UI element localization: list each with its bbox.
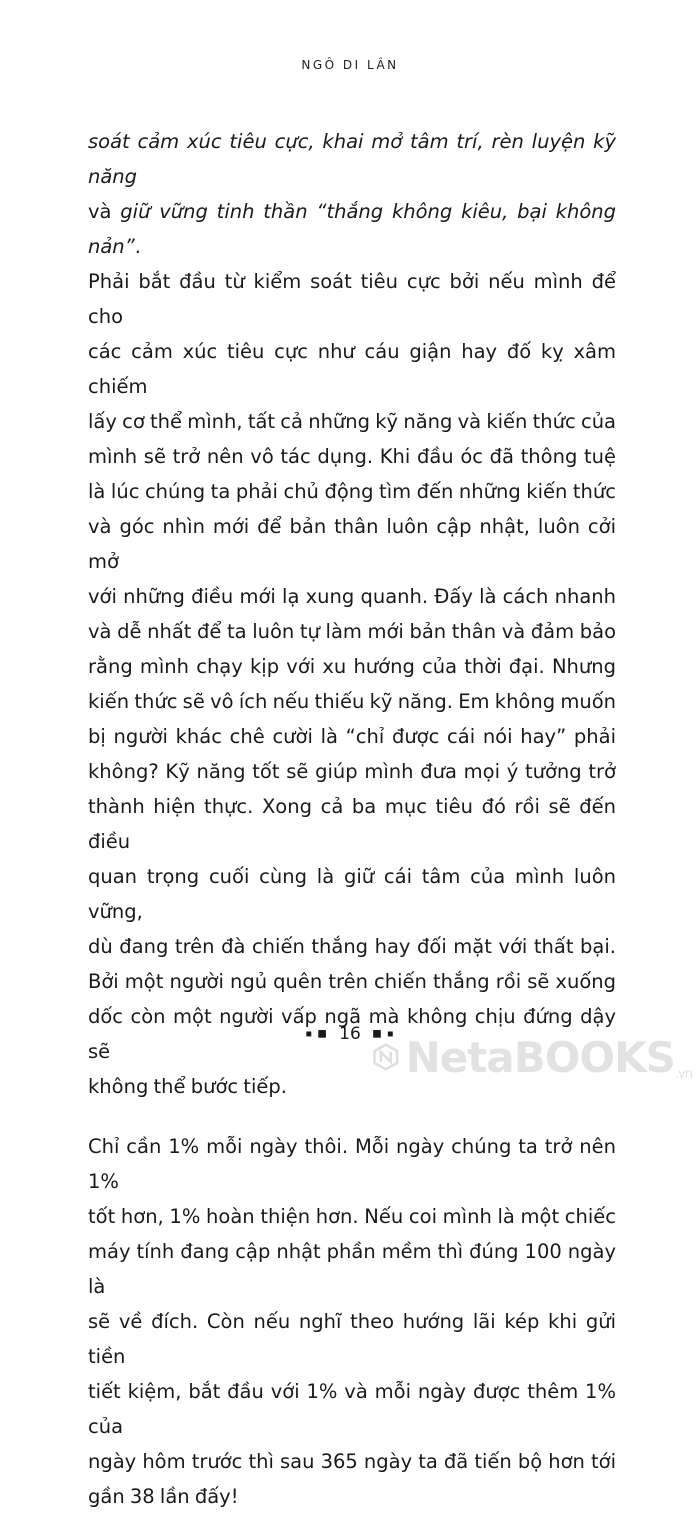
text-line bbox=[88, 1129, 616, 1199]
text-run: và góc nhìn mới để bản thân luôn cập nhật, luôn cởi mở bbox=[88, 515, 616, 573]
text-line bbox=[88, 649, 616, 684]
watermark-brand: NetaBOOKS.vn bbox=[405, 1032, 692, 1082]
text-run: không? Kỹ năng tốt sẽ giúp mình đưa mọi ý tưởng trở bbox=[88, 760, 616, 783]
text-line bbox=[88, 124, 616, 194]
text-run: Chỉ cần 1% mỗi ngày thôi. Mỗi ngày chúng ta trở nên 1% bbox=[88, 1135, 616, 1193]
text-run: lấy cơ thể mình, tất cả những kỹ năng và kiến thức của bbox=[88, 410, 616, 433]
text-run: rằng mình chạy kịp với xu hướng của thời đại. Nhưng bbox=[88, 655, 616, 678]
italic-text: giữ vững tinh thần “thắng không kiêu, bại không nản” bbox=[88, 200, 616, 258]
netabooks-logo-icon bbox=[372, 1029, 400, 1085]
text-line bbox=[88, 1479, 616, 1514]
text-line bbox=[88, 579, 616, 614]
text-run: thành hiện thực. Xong cả ba mục tiêu đó rồi sẽ đến điều bbox=[88, 795, 616, 853]
text-line bbox=[88, 859, 616, 929]
text-line bbox=[88, 1444, 616, 1479]
watermark-suffix: .vn bbox=[674, 1066, 692, 1082]
text-run: . bbox=[134, 235, 141, 258]
text-run: là lúc chúng ta phải chủ động tìm đến những kiến thức bbox=[88, 480, 616, 503]
text-line bbox=[88, 509, 616, 579]
page-number: 16 bbox=[339, 1024, 361, 1044]
text-run: bị người khác chê cười là “chỉ được cái nói hay” phải bbox=[88, 725, 616, 748]
text-run: các cảm xúc tiêu cực như cáu giận hay đố kỵ xâm chiếm bbox=[88, 340, 616, 398]
text-run: máy tính đang cập nhật phần mềm thì đúng 100 ngày là bbox=[88, 1240, 616, 1298]
paragraph bbox=[88, 1129, 616, 1514]
text-run: Bởi một người ngủ quên trên chiến thắng rồi sẽ xuống bbox=[88, 970, 616, 993]
text-run: với những điều mới lạ xung quanh. Đấy là cách nhanh bbox=[88, 585, 616, 608]
text-line bbox=[88, 929, 616, 964]
running-header-author: NGÔ DI LÂN bbox=[301, 58, 399, 72]
text-line bbox=[88, 404, 616, 439]
text-line bbox=[88, 474, 616, 509]
text-run: sẽ về đích. Còn nếu nghĩ theo hướng lãi kép khi gửi tiền bbox=[88, 1310, 616, 1368]
text-line bbox=[88, 194, 616, 264]
text-line bbox=[88, 719, 616, 754]
footer-ornament-left: ▪ ■ bbox=[305, 1028, 328, 1040]
text-line bbox=[88, 789, 616, 859]
page-body bbox=[88, 124, 616, 1514]
text-line bbox=[88, 264, 616, 334]
text-line bbox=[88, 964, 616, 999]
text-line bbox=[88, 754, 616, 789]
italic-text: soát cảm xúc tiêu cực, khai mở tâm trí, rèn luyện kỹ năng bbox=[88, 130, 616, 188]
paragraph bbox=[88, 124, 616, 1104]
text-run: tiết kiệm, bắt đầu với 1% và mỗi ngày được thêm 1% của bbox=[88, 1380, 616, 1438]
text-run: kiến thức sẽ vô ích nếu thiếu kỹ năng. Em không muốn bbox=[88, 690, 616, 713]
text-run: mình sẽ trở nên vô tác dụng. Khi đầu óc đã thông tuệ bbox=[88, 445, 616, 468]
text-run: và dễ nhất để ta luôn tự làm mới bản thân và đảm bảo bbox=[88, 620, 616, 643]
text-line bbox=[88, 439, 616, 474]
text-line bbox=[88, 334, 616, 404]
text-run: không thể bước tiếp. bbox=[88, 1075, 287, 1098]
text-line bbox=[88, 1374, 616, 1444]
text-line bbox=[88, 1199, 616, 1234]
text-line bbox=[88, 684, 616, 719]
text-line bbox=[88, 614, 616, 649]
text-run: Phải bắt đầu từ kiểm soát tiêu cực bởi nếu mình để cho bbox=[88, 270, 616, 328]
text-run: gần 38 lần đấy! bbox=[88, 1485, 239, 1508]
text-run: dù đang trên đà chiến thắng hay đối mặt với thất bại. bbox=[88, 935, 616, 958]
watermark bbox=[372, 1018, 692, 1096]
text-run: ngày hôm trước thì sau 365 ngày ta đã tiến bộ hơn tới bbox=[88, 1450, 616, 1473]
text-run: dốc còn một người vấp ngã mà không chịu đứng dậy sẽ bbox=[88, 1005, 616, 1063]
text-run: tốt hơn, 1% hoàn thiện hơn. Nếu coi mình là một chiếc bbox=[88, 1205, 616, 1228]
text-line bbox=[88, 1304, 616, 1374]
footer-ornament-right: ■ ▪ bbox=[372, 1028, 395, 1040]
text-run: và bbox=[88, 200, 121, 223]
text-line bbox=[88, 1234, 616, 1304]
text-run: quan trọng cuối cùng là giữ cái tâm của mình luôn vững, bbox=[88, 865, 616, 923]
